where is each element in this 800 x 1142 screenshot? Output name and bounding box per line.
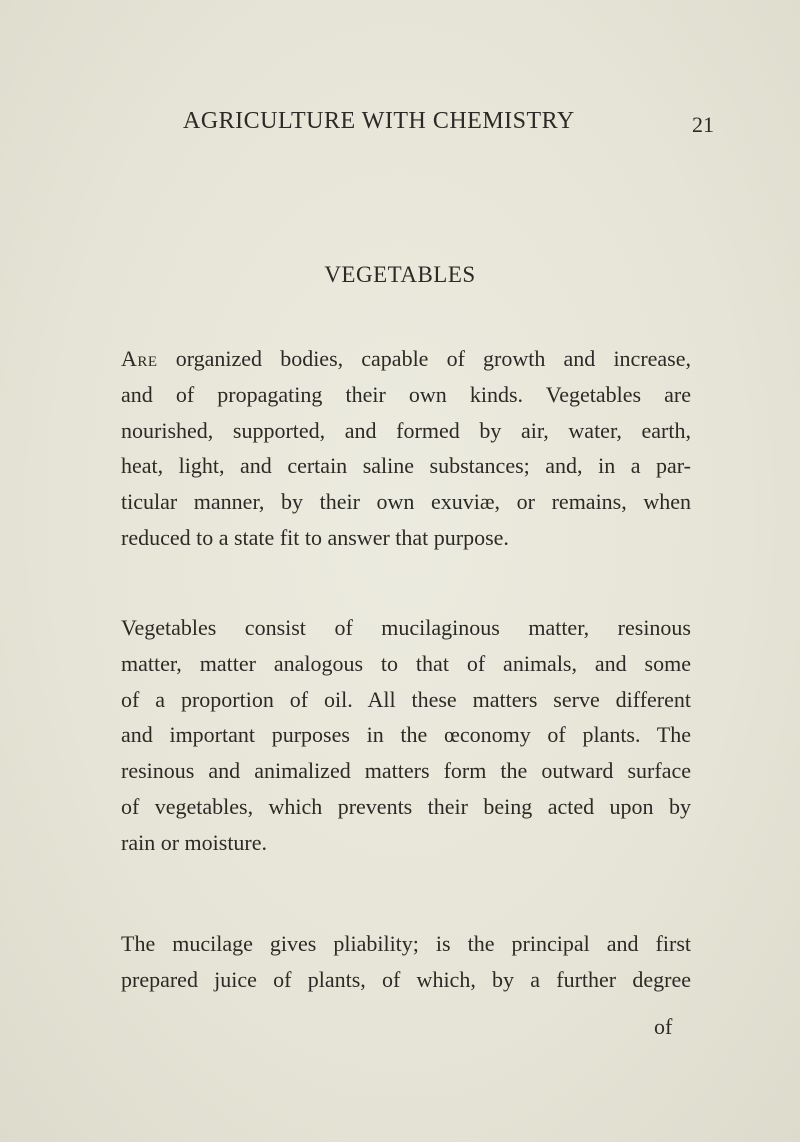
- paragraph-line: prepared juice of plants, of which, by a further degree: [121, 966, 691, 992]
- paragraph-line: reduced to a state fit to answer that purpose.: [121, 524, 509, 550]
- running-title: AGRICULTURE WITH CHEMISTRY: [183, 108, 575, 134]
- paragraph-line: ticular manner, by their own exuviæ, or remains, when: [121, 489, 691, 515]
- catchword: of: [654, 1014, 673, 1039]
- paragraph-line: and important purposes in the œconomy of plants. The: [121, 722, 691, 748]
- paragraph-line-text: organized bodies, capable of growth and increase,: [157, 346, 691, 371]
- paragraph-line: [121, 341, 691, 377]
- paragraph-line: resinous and animalized matters form the outward surface: [121, 758, 691, 784]
- paragraph-line: heat, light, and certain saline substances; and, in a par-: [121, 453, 691, 479]
- paragraph-line: of vegetables, which prevents their being acted upon by: [121, 793, 691, 819]
- paragraph-3: [121, 926, 691, 998]
- section-title: VEGETABLES: [324, 262, 476, 287]
- page-number: 21: [692, 112, 714, 137]
- running-head: [0, 108, 800, 144]
- paragraph-line: The mucilage gives pliability; is the principal and first: [121, 931, 691, 956]
- paragraph-2: [121, 610, 691, 861]
- paragraph-line: nourished, supported, and formed by air, water, earth,: [121, 417, 691, 443]
- paragraph-line: and of propagating their own kinds. Vegetables are: [121, 381, 691, 407]
- paragraph-line: rain or moisture.: [121, 829, 268, 855]
- paragraph-line: matter, matter analogous to that of animals, and some: [121, 650, 691, 676]
- paragraph-line: of a proportion of oil. All these matters serve different: [121, 686, 691, 712]
- paragraph-lead-word: Are: [121, 346, 158, 371]
- paragraph-1: [121, 341, 691, 556]
- paragraph-line: Vegetables consist of mucilaginous matter, resinous: [121, 615, 691, 640]
